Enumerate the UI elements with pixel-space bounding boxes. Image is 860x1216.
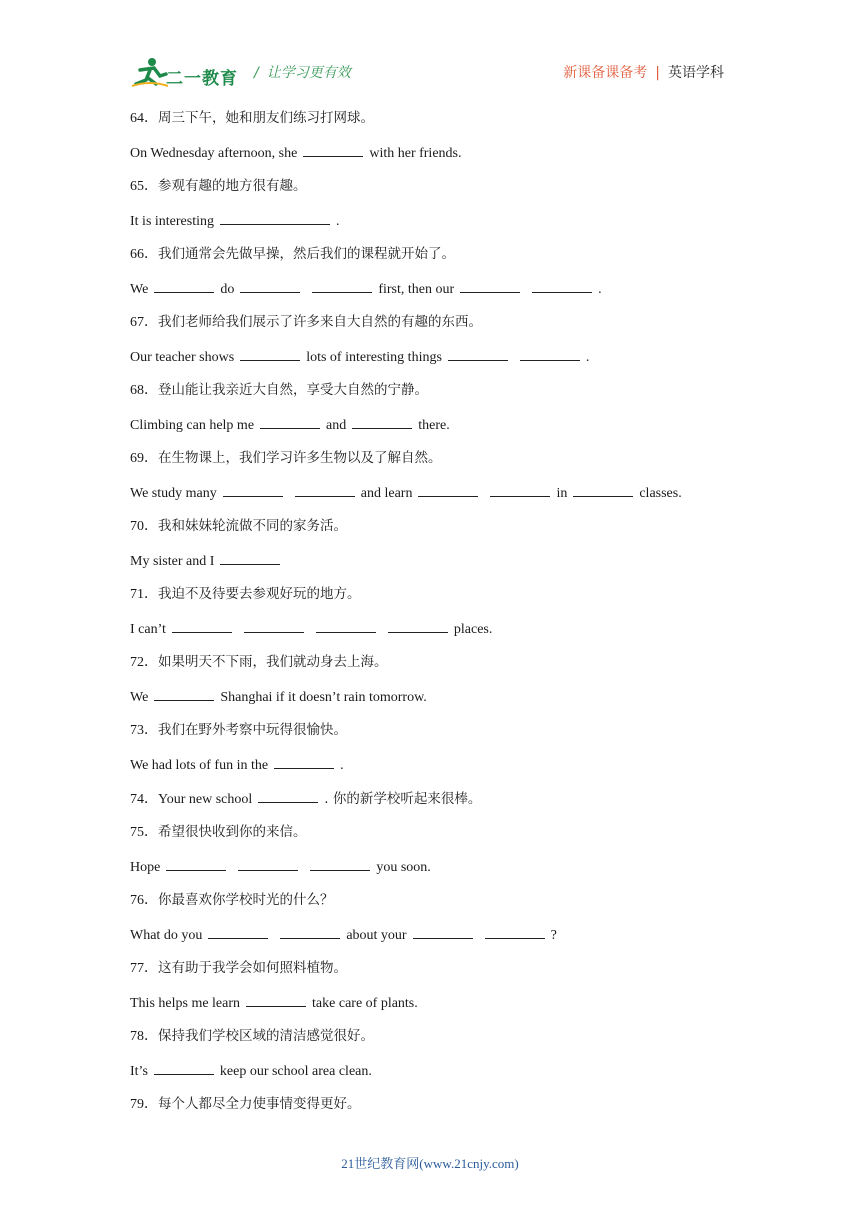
chinese-sentence: 参观有趣的地方很有趣。 (158, 178, 307, 194)
question-number: 71． (130, 587, 158, 602)
question-prompt (130, 1094, 361, 1115)
chinese-sentence: 我和妹妹轮流做不同的家务活。 (158, 518, 347, 534)
sentence-fragment: My sister and I (130, 554, 215, 569)
answer-blank[interactable] (172, 618, 232, 633)
sentence-fragment: do (220, 282, 235, 297)
answer-blank[interactable] (280, 924, 340, 939)
slogan-slash-icon: / (254, 65, 259, 81)
sentence-fragment: with her friends. (369, 146, 462, 161)
chinese-sentence: 这有助于我学会如何照料植物。 (158, 960, 347, 976)
sentence-fragment: It’s (130, 1064, 148, 1079)
answer-blank[interactable] (413, 924, 473, 939)
answer-blank[interactable] (520, 346, 580, 361)
question-prompt (130, 652, 388, 673)
chinese-sentence: 你最喜欢你学校时光的什么？ (158, 892, 334, 908)
answer-blank[interactable] (208, 924, 268, 939)
sentence-fragment: places. (453, 622, 493, 637)
answer-blank[interactable] (316, 618, 376, 633)
header-tags (563, 62, 724, 82)
chinese-sentence: 我们通常会先做早操，然后我们的课程就开始了。 (158, 246, 455, 262)
answer-blank[interactable] (220, 210, 330, 225)
question-number: 64． (130, 111, 158, 126)
question-prompt (130, 1026, 374, 1047)
answer-line (130, 992, 418, 1014)
question-number: 79． (130, 1097, 158, 1112)
answer-line (130, 482, 682, 504)
sentence-fragment: We (130, 282, 149, 297)
page-header (130, 52, 730, 92)
chinese-sentence: 我们在野外考察中玩得很愉快。 (158, 722, 347, 738)
question-prompt (130, 788, 481, 810)
sentence-fragment: Your new school (158, 792, 253, 807)
question-prompt (130, 380, 428, 401)
chinese-sentence: 如果明天不下雨，我们就动身去上海。 (158, 654, 388, 670)
answer-blank[interactable] (303, 142, 363, 157)
sentence-fragment: We (130, 690, 149, 705)
answer-blank[interactable] (240, 346, 300, 361)
logo (130, 56, 240, 90)
page-footer: 21世纪教育网(www.21cnjy.com) (341, 1156, 519, 1171)
answer-blank[interactable] (310, 856, 370, 871)
answer-blank[interactable] (260, 414, 320, 429)
question-number: 72． (130, 655, 158, 670)
answer-blank[interactable] (154, 1060, 214, 1075)
answer-blank[interactable] (573, 482, 633, 497)
sentence-fragment: We study many (130, 486, 217, 501)
sentence-fragment: . (585, 350, 590, 365)
answer-line (130, 856, 431, 878)
sentence-fragment: classes. (639, 486, 682, 501)
answer-line (130, 1060, 372, 1082)
question-prompt (130, 720, 347, 741)
sentence-fragment: . (598, 282, 602, 297)
sentence-fragment: It is interesting (130, 214, 214, 229)
chinese-sentence: 我迫不及待要去参观好玩的地方。 (158, 586, 361, 602)
sentence-fragment: about your (346, 928, 407, 943)
answer-line (130, 414, 450, 436)
sentence-fragment: Hope (130, 860, 161, 875)
sentence-fragment: and learn (360, 486, 413, 501)
sentence-fragment: there. (418, 418, 450, 433)
runner-logo-icon (130, 56, 170, 90)
sentence-fragment: On Wednesday afternoon, she (130, 146, 298, 161)
question-prompt (130, 516, 347, 537)
chinese-sentence: 登山能让我亲近大自然，享受大自然的宁静。 (158, 382, 428, 398)
answer-line (130, 618, 492, 640)
chinese-sentence: 每个人都尽全力使事情变得更好。 (158, 1096, 361, 1112)
answer-blank[interactable] (220, 550, 280, 565)
answer-blank[interactable] (154, 686, 214, 701)
sentence-fragment: take care of plants. (312, 996, 418, 1011)
header-divider-icon: | (655, 65, 660, 81)
sentence-fragment: We had lots of fun in the (130, 758, 269, 773)
header-tag-subject: 英语学科 (668, 65, 724, 81)
answer-line (130, 754, 344, 776)
question-number: 76． (130, 893, 158, 908)
header-tag-course: 新课备课备考 (563, 65, 648, 81)
answer-blank[interactable] (154, 278, 214, 293)
answer-blank[interactable] (312, 278, 372, 293)
question-prompt (130, 448, 442, 469)
sentence-fragment: and (326, 418, 347, 433)
question-prompt (130, 312, 482, 333)
sentence-fragment: first, then our (378, 282, 455, 297)
answer-line (130, 346, 589, 368)
sentence-fragment: I can’t (130, 622, 166, 637)
question-number: 65． (130, 179, 158, 194)
answer-blank[interactable] (274, 754, 334, 769)
question-number: 66． (130, 247, 158, 262)
answer-blank[interactable] (352, 414, 412, 429)
sentence-fragment: . (336, 214, 340, 229)
sentence-fragment: Climbing can help me (130, 418, 255, 433)
sentence-fragment: in (556, 486, 568, 501)
answer-blank[interactable] (240, 278, 300, 293)
logo-text: 二一教育 (166, 69, 238, 89)
slogan (254, 62, 351, 82)
sentence-fragment: lots of interesting things (306, 350, 442, 365)
answer-line (130, 924, 557, 946)
answer-blank[interactable] (238, 856, 298, 871)
question-number: 68． (130, 383, 158, 398)
question-number: 78． (130, 1029, 158, 1044)
answer-line (130, 686, 427, 708)
answer-blank[interactable] (532, 278, 592, 293)
sentence-fragment: This helps me learn (130, 996, 241, 1011)
sentence-fragment: . 你的新学校听起来很棒。 (324, 791, 482, 807)
chinese-sentence: 在生物课上，我们学习许多生物以及了解自然。 (158, 450, 442, 466)
question-prompt (130, 822, 307, 843)
question-prompt (130, 176, 307, 197)
answer-line (130, 278, 602, 300)
answer-blank[interactable] (295, 482, 355, 497)
question-prompt (130, 958, 347, 979)
sentence-fragment: Our teacher shows (130, 350, 235, 365)
sentence-fragment: keep our school area clean. (219, 1064, 372, 1079)
answer-line (130, 550, 286, 572)
sentence-fragment: you soon. (376, 860, 431, 875)
question-prompt (130, 108, 374, 129)
slogan-text: 让学习更有效 (266, 65, 351, 81)
answer-blank[interactable] (246, 992, 306, 1007)
sentence-fragment: What do you (130, 928, 203, 943)
answer-blank[interactable] (258, 788, 318, 803)
chinese-sentence: 保持我们学校区域的清洁感觉很好。 (158, 1028, 374, 1044)
chinese-sentence: 希望很快收到你的来信。 (158, 824, 307, 840)
question-prompt (130, 890, 334, 911)
sentence-fragment: ? (550, 928, 557, 943)
answer-blank[interactable] (448, 346, 508, 361)
chinese-sentence: 周三下午，她和朋友们练习打网球。 (158, 110, 374, 126)
question-number: 74． (130, 792, 158, 807)
answer-blank[interactable] (166, 856, 226, 871)
question-number: 67． (130, 315, 158, 330)
answer-blank[interactable] (460, 278, 520, 293)
sentence-fragment: . (340, 758, 344, 773)
answer-blank[interactable] (490, 482, 550, 497)
answer-blank[interactable] (388, 618, 448, 633)
answer-blank[interactable] (223, 482, 283, 497)
question-number: 70． (130, 519, 158, 534)
question-prompt (130, 244, 455, 265)
answer-line (130, 210, 340, 232)
question-number: 75． (130, 825, 158, 840)
answer-line (130, 142, 462, 164)
chinese-sentence: 我们老师给我们展示了许多来自大自然的有趣的东西。 (158, 314, 482, 330)
answer-blank[interactable] (244, 618, 304, 633)
question-number: 69． (130, 451, 158, 466)
question-number: 77． (130, 961, 158, 976)
question-number: 73． (130, 723, 158, 738)
answer-blank[interactable] (485, 924, 545, 939)
answer-blank[interactable] (418, 482, 478, 497)
question-prompt (130, 584, 361, 605)
sentence-fragment: Shanghai if it doesn’t rain tomorrow. (220, 690, 427, 705)
